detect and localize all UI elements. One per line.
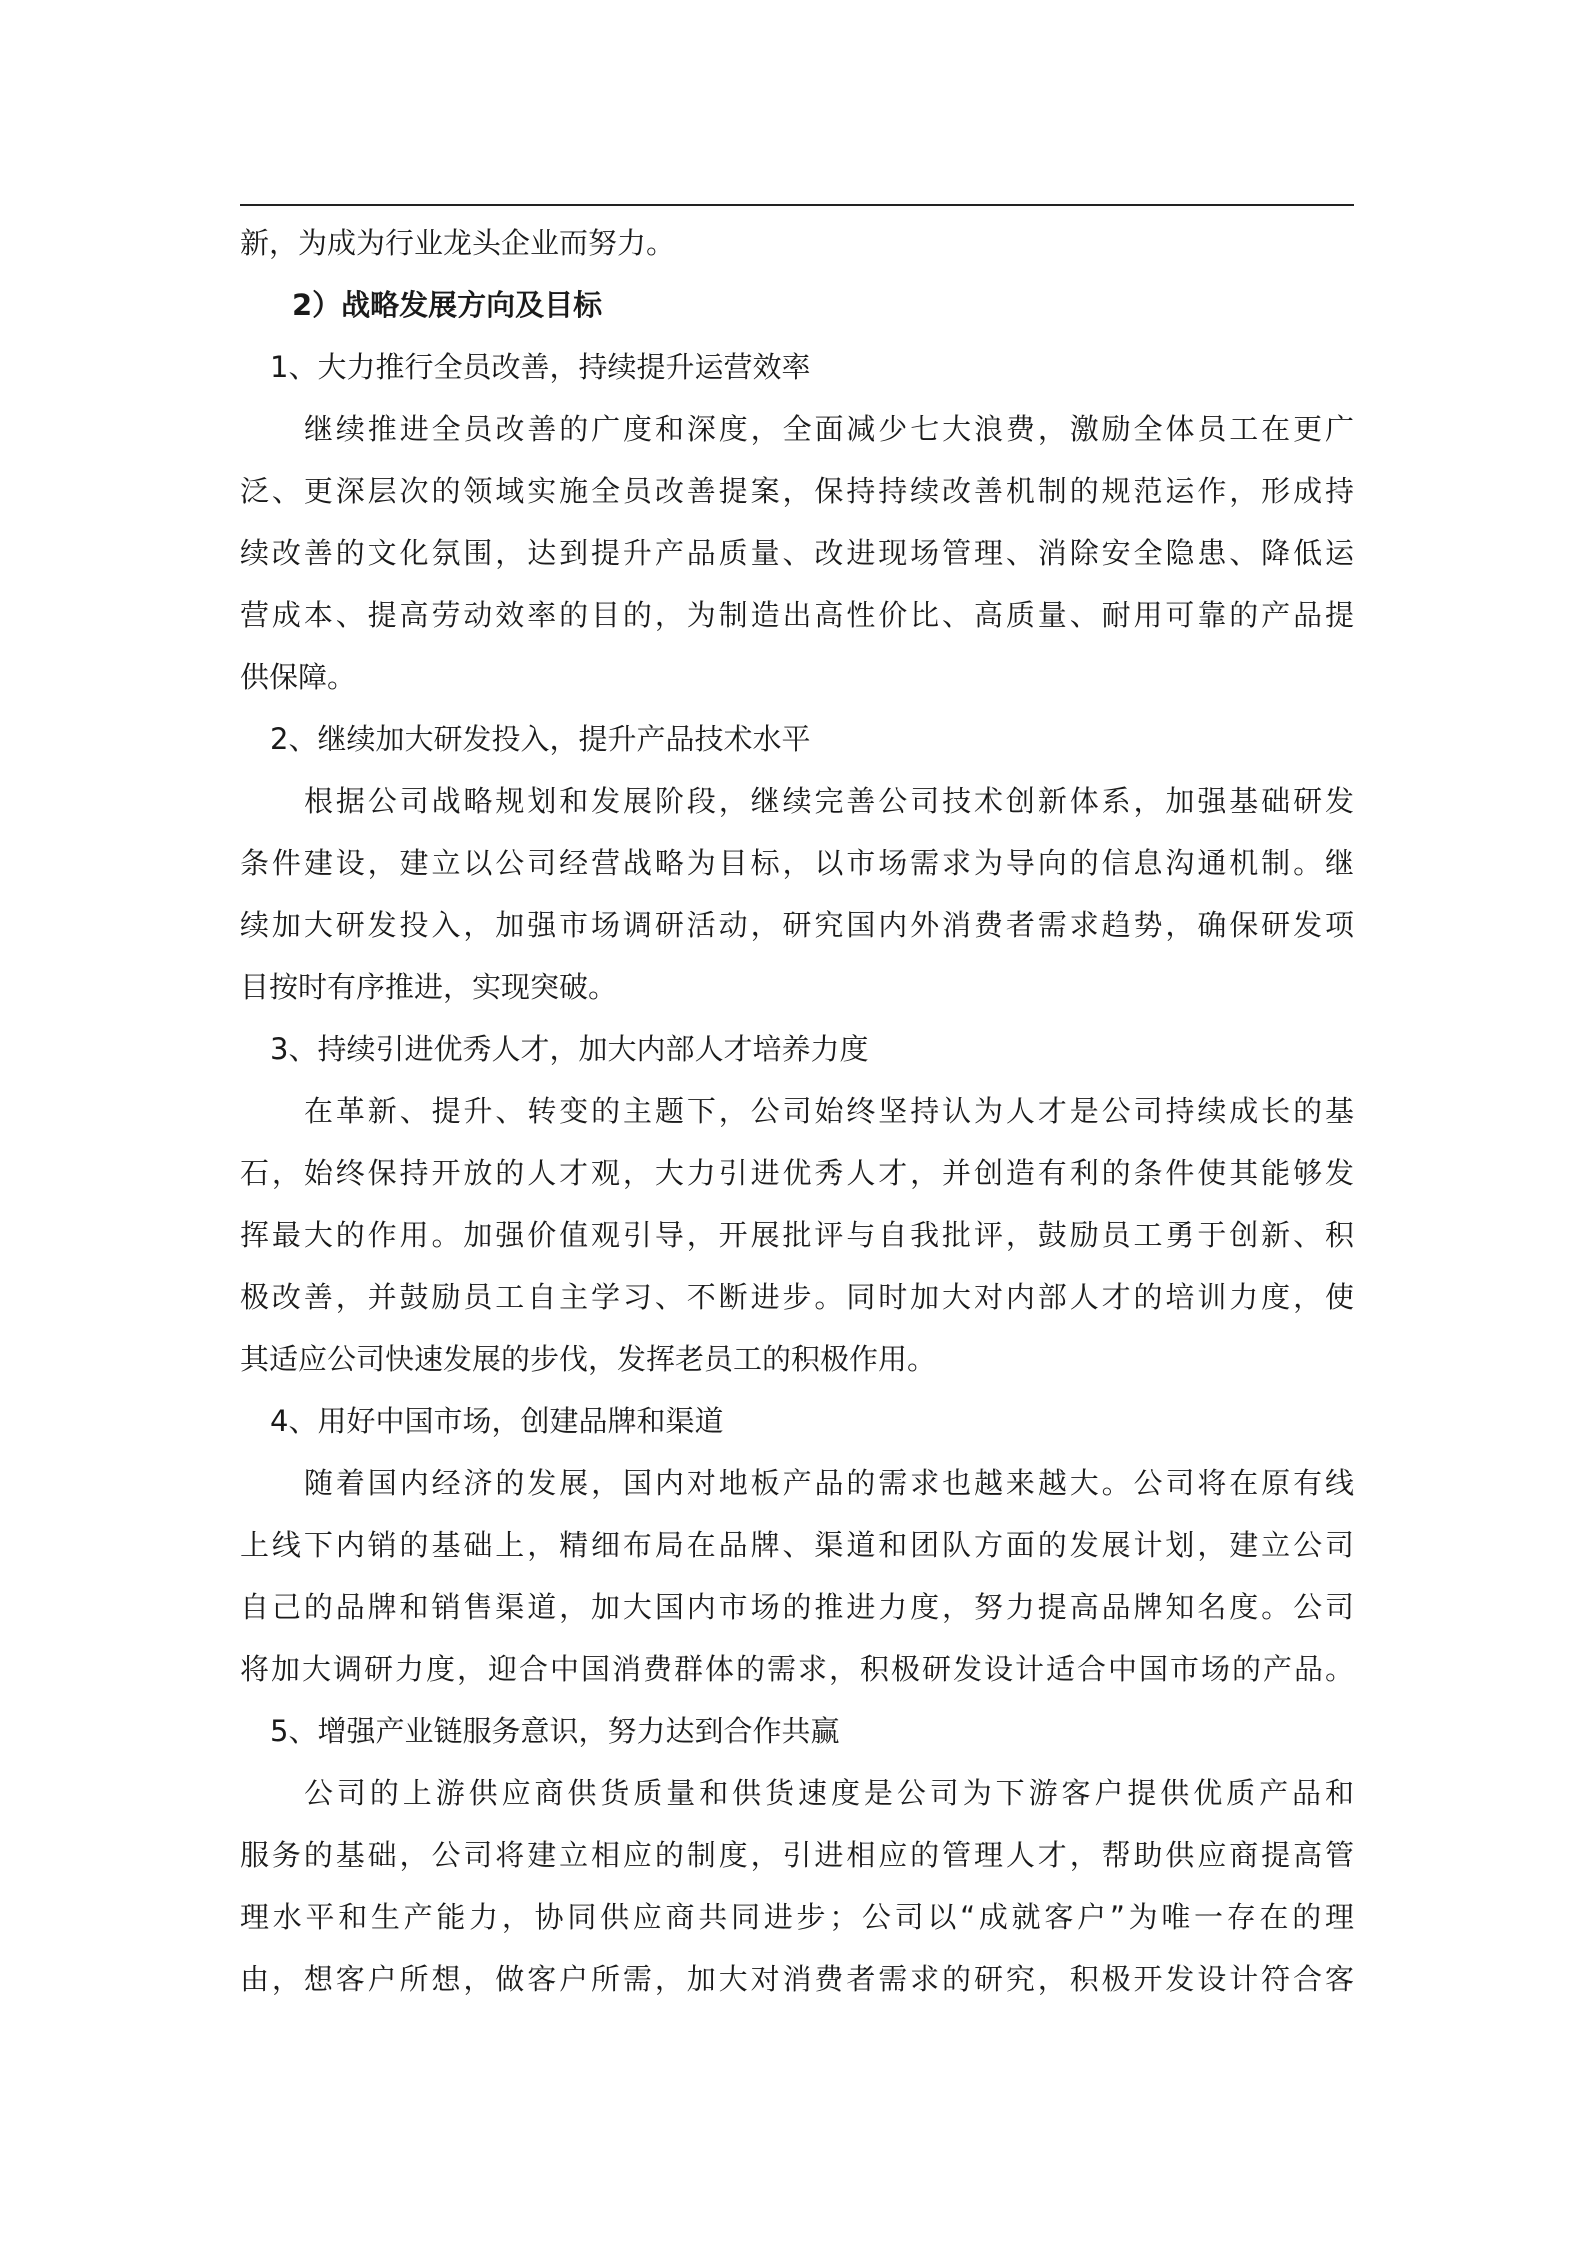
paragraph-line: 服务的基础，公司将建立相应的制度，引进相应的管理人才，帮助供应商提高管 xyxy=(240,1838,1354,1872)
paragraph-line: 在革新、提升、转变的主题下，公司始终坚持认为人才是公司持续成长的基 xyxy=(304,1094,1354,1128)
paragraph-line: 续加大研发投入，加强市场调研活动，研究国内外消费者需求趋势，确保研发项 xyxy=(240,908,1354,942)
paragraph-line: 泛、更深层次的领域实施全员改善提案，保持持续改善机制的规范运作，形成持 xyxy=(240,474,1354,508)
paragraph-line: 根据公司战略规划和发展阶段，继续完善公司技术创新体系，加强基础研发 xyxy=(304,784,1354,818)
paragraph-line: 继续推进全员改善的广度和深度，全面减少七大浪费，激励全体员工在更广 xyxy=(304,412,1354,446)
paragraph-line: 由，想客户所想，做客户所需，加大对消费者需求的研究，积极开发设计符合客 xyxy=(240,1962,1354,1996)
item-heading: 4、用好中国市场，创建品牌和渠道 xyxy=(270,1404,724,1438)
paragraph-line: 石，始终保持开放的人才观，大力引进优秀人才，并创造有利的条件使其能够发 xyxy=(240,1156,1354,1190)
document-body xyxy=(240,212,1354,2010)
paragraph-line: 续改善的文化氛围，达到提升产品质量、改进现场管理、消除安全隐患、降低运 xyxy=(240,536,1354,570)
item-heading: 5、增强产业链服务意识，努力达到合作共赢 xyxy=(270,1714,840,1748)
paragraph-line: 目按时有序推进，实现突破。 xyxy=(240,970,618,1004)
paragraph-line: 自己的品牌和销售渠道，加大国内市场的推进力度，努力提高品牌知名度。公司 xyxy=(240,1590,1354,1624)
item-heading: 2、继续加大研发投入，提升产品技术水平 xyxy=(270,722,811,756)
paragraph-line: 条件建设，建立以公司经营战略为目标，以市场需求为导向的信息沟通机制。继 xyxy=(240,846,1354,880)
item-heading: 3、持续引进优秀人才，加大内部人才培养力度 xyxy=(270,1032,869,1066)
paragraph-line: 上线下内销的基础上，精细布局在品牌、渠道和团队方面的发展计划，建立公司 xyxy=(240,1528,1354,1562)
paragraph-line: 极改善，并鼓励员工自主学习、不断进步。同时加大对内部人才的培训力度，使 xyxy=(240,1280,1354,1314)
text-line: 新，为成为行业龙头企业而努力。 xyxy=(240,226,676,260)
item-heading: 1、大力推行全员改善，持续提升运营效率 xyxy=(270,350,811,384)
paragraph-line: 理水平和生产能力，协同供应商共同进步；公司以“成就客户”为唯一存在的理 xyxy=(240,1900,1354,1934)
paragraph-line: 公司的上游供应商供货质量和供货速度是公司为下游客户提供优质产品和 xyxy=(304,1776,1354,1810)
paragraph-line: 其适应公司快速发展的步伐，发挥老员工的积极作用。 xyxy=(240,1342,937,1376)
paragraph-line: 将加大调研力度，迎合中国消费群体的需求，积极研发设计适合中国市场的产品。 xyxy=(240,1652,1354,1686)
paragraph-line: 随着国内经济的发展，国内对地板产品的需求也越来越大。公司将在原有线 xyxy=(304,1466,1354,1500)
paragraph-line: 挥最大的作用。加强价值观引导，开展批评与自我批评，鼓励员工勇于创新、积 xyxy=(240,1218,1354,1252)
section-heading: 2）战略发展方向及目标 xyxy=(292,288,603,322)
header-rule xyxy=(240,204,1354,206)
paragraph-line: 营成本、提高劳动效率的目的，为制造出高性价比、高质量、耐用可靠的产品提 xyxy=(240,598,1354,632)
paragraph-line: 供保障。 xyxy=(240,660,357,694)
